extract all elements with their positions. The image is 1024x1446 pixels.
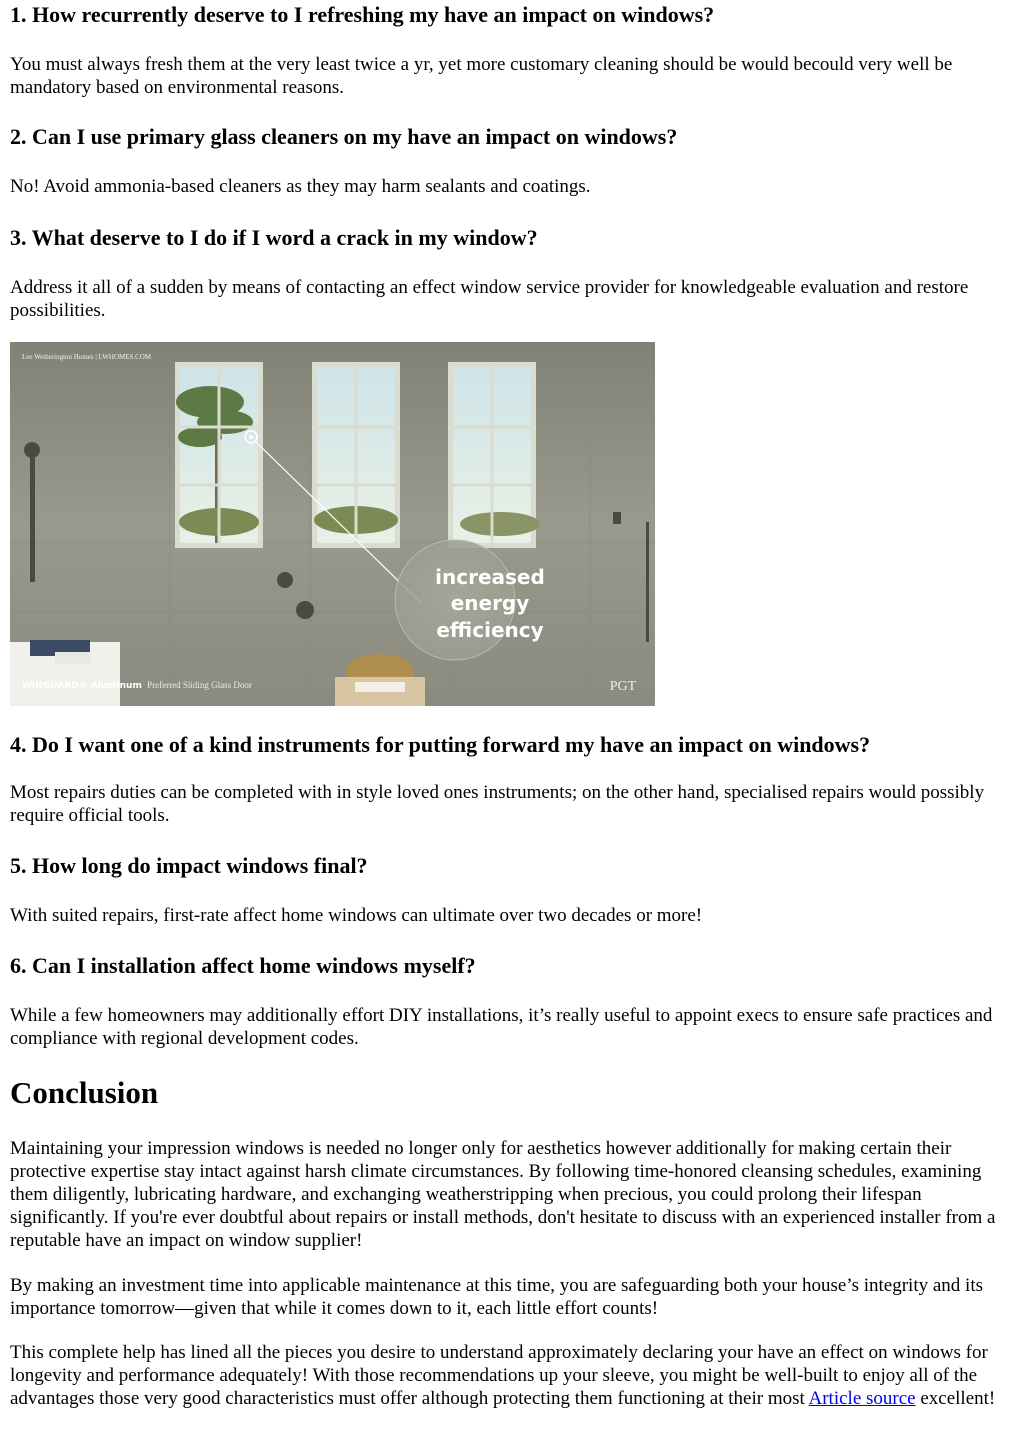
conclusion-paragraph-3 xyxy=(10,1341,1014,1410)
callout-line-2: energy xyxy=(450,591,530,615)
faq-answer-2: No! Avoid ammonia-based cleaners as they may harm sealants and coatings. xyxy=(10,176,591,197)
window-right xyxy=(448,362,540,548)
window-middle xyxy=(312,362,400,548)
faq-question-4: 4. Do I want one of a kind instruments for putting forward my have an impact on windows? xyxy=(10,732,871,757)
callout-line-1: increased xyxy=(435,565,545,589)
caption-rest: Preferred Sliding Glass Door xyxy=(147,680,252,690)
photo-illustration xyxy=(10,342,655,706)
conclusion-heading: Conclusion xyxy=(10,1075,159,1110)
conclusion-paragraph-1: Maintaining your impression windows is needed no longer only for aesthetics however additionally for making certain their protective expertise stay intact against harsh climate circumstances. By following time-honored cleansing schedules, examining them diligently, lubricating hardware, and exchanging weatherstripping when precious, you could prolong their lifespan significantly. If you're ever doubtful about repairs or install methods, don't hesitate to discuss with an experienced installer from a reputable have an impact on window supplier! xyxy=(10,1138,996,1251)
article-source-link[interactable]: Article source xyxy=(808,1388,916,1409)
faq-answer-4: Most repairs duties can be completed with in style loved ones instruments; on the other hand, specialised repairs would possibly require official tools. xyxy=(10,782,985,826)
faq-question-5: 5. How long do impact windows final? xyxy=(10,853,368,878)
photo-watermark: Lee Wetherington Homes | LWHOMES.COM xyxy=(22,353,152,361)
pgt-logo: PGT xyxy=(609,679,637,694)
faq-question-2: 2. Can I use primary glass cleaners on my have an impact on windows? xyxy=(10,124,678,149)
conclusion-p3-tail: excellent! xyxy=(915,1388,996,1409)
faq-answer-6: While a few homeowners may additionally effort DIY installations, it’s really useful to appoint execs to ensure safe practices and compliance with regional development codes. xyxy=(10,1005,993,1049)
faq-answer-3: Address it all of a sudden by means of contacting an effect window service provider for knowledgeable evaluation and restore possibilities. xyxy=(10,277,969,321)
bathroom-window-photo xyxy=(10,342,655,706)
conclusion-paragraph-2: By making an investment time into applicable maintenance at this time, you are safeguarding both your house’s integrity and its importance tomorrow—given that while it comes down to it, each little effort counts! xyxy=(10,1275,983,1319)
faq-question-6: 6. Can I installation affect home windows myself? xyxy=(10,953,476,978)
callout-line-3: efficiency xyxy=(436,618,544,642)
window-left xyxy=(175,362,263,548)
faq-question-1: 1. How recurrently deserve to I refreshing my have an impact on windows? xyxy=(10,2,715,27)
faq-question-3: 3. What deserve to I do if I word a crack in my window? xyxy=(10,225,538,250)
faq-answer-1: You must always fresh them at the very least twice a yr, yet more customary cleaning should be would becould very well be mandatory based on environmental reasons. xyxy=(10,54,953,98)
faq-answer-5: With suited repairs, first-rate affect home windows can ultimate over two decades or more! xyxy=(10,905,703,926)
photo-caption xyxy=(22,680,252,691)
caption-brand: WINGUARD® Aluminum xyxy=(22,681,142,691)
conclusion-p3-text: This complete help has lined all the pieces you desire to understand approximately declaring your have an effect on windows for longevity and performance adequately! With those recommendations up your sleeve, you might be well-built to enjoy all of the advantages those very good characteristics must offer although protecting them functioning at their most xyxy=(10,1342,988,1409)
